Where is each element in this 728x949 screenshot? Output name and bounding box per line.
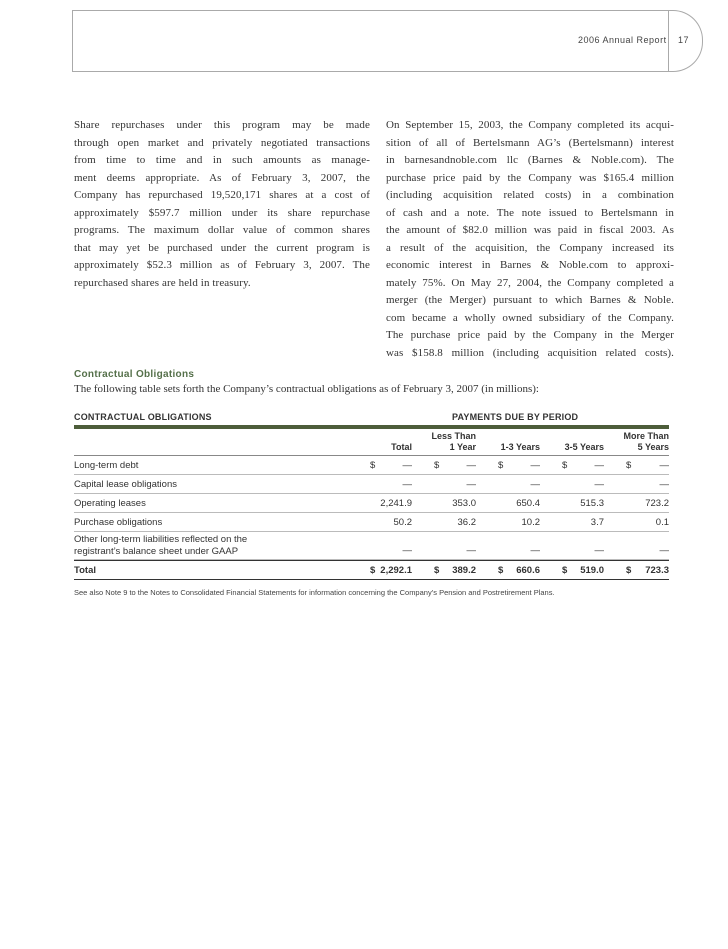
cell-3-5-years: 3.7 [590,517,604,528]
cell-more-than-5-years: 0.1 [655,517,669,528]
right-column-text [386,117,674,362]
text-line: merger (the Merger) pursuant to which Barnes & Noble. [386,294,674,306]
text-line: a result of the acquisition, the Company increased its [386,241,674,254]
cell-1-3-years: — [530,460,540,471]
text-line: The purchase price paid by the Company in the Merger [386,329,674,341]
text-line: of cash and a note. The note issued to Bertelsmann in [386,206,674,219]
text-line: that may yet be purchased under the current program is [74,241,370,254]
row-label-line: registrant’s balance sheet under GAAP [74,546,239,557]
row-label-line: Other long-term liabilities reflected on the [74,534,248,545]
dollar-sign: $ [434,460,440,471]
table-row [74,532,669,560]
cell-total: — [402,460,412,471]
table-row [74,475,669,494]
dollar-sign: $ [626,460,632,471]
dollar-sign: $ [498,565,504,576]
row-label: Purchase obligations [74,517,163,528]
cell-less-than-1-year: — [466,479,476,490]
cell-3-5-years: 515.3 [580,498,604,509]
dollar-sign: $ [370,565,376,576]
cell-more-than-5-years: — [659,545,669,556]
footnote: See also Note 9 to the Notes to Consolidated Financial Statements for information concerning the Company’s Pension and Postretirement Plans. [74,588,555,597]
table-row [74,456,669,475]
cell-total: 50.2 [393,517,412,528]
text-line: programs. The maximum dollar value of common shares [74,224,370,236]
payments-due-heading: PAYMENTS DUE BY PERIOD [452,412,579,422]
cell-more-than-5-years: — [659,479,669,490]
text-line: mately 75%. On May 27, 2004, the Company completed a [386,276,674,289]
contractual-obligations-table [74,410,669,580]
header-divider [668,10,669,71]
cell-total: — [402,479,412,490]
dollar-sign: $ [626,565,632,576]
dollar-sign: $ [562,565,568,576]
col-header-3-5-years: 3-5 Years [564,442,604,452]
cell-more-than-5-years: 723.2 [645,498,669,509]
col-header-1-3-years: 1-3 Years [500,442,540,452]
col-header-1-year: 1 Year [449,442,476,452]
cell-total: — [402,545,412,556]
table-row [74,513,669,532]
table-total-row [74,560,669,580]
text-line: repurchased shares are held in treasury. [74,276,251,289]
cell-less-than-1-year: — [466,460,476,471]
left-column-text [74,117,370,292]
page-number: 17 [678,35,690,45]
text-line: from time to time and in such amounts as manage- [74,154,370,166]
text-line: through open market and privately negotiated transactions [74,136,370,149]
section-title: Contractual Obligations [74,369,195,380]
cell-less-than-1-year: 389.2 [452,565,476,576]
col-header-5-years: 5 Years [637,442,669,452]
text-line: approximately $52.3 million as of February 3, 2007. The [74,259,370,271]
dollar-sign: $ [370,460,376,471]
text-line: Company has repurchased 19,520,171 shares at a cost of [74,189,370,201]
row-label: Total [74,565,96,576]
table-row [74,494,669,513]
cell-total: 2,292.1 [380,565,412,576]
text-line: com became a wholly owned subsidiary of the Company. [386,311,674,324]
cell-1-3-years: 660.6 [516,565,540,576]
table-title: CONTRACTUAL OBLIGATIONS [74,412,212,422]
cell-more-than-5-years: 723.3 [645,565,669,576]
cell-less-than-1-year: 36.2 [457,517,476,528]
text-line: ment deems appropriate. As of February 3, 2007, the [74,171,370,184]
cell-more-than-5-years: — [659,460,669,471]
text-line: economic interest in Barnes & Noble.com to approxi- [386,259,674,271]
cell-3-5-years: 519.0 [580,565,604,576]
cell-1-3-years: 650.4 [516,498,540,509]
dollar-sign: $ [562,460,568,471]
row-label: Operating leases [74,498,146,509]
text-line: purchase price paid by the Company was $165.4 million [386,171,674,184]
text-line: in barnesandnoble.com llc (Barnes & Noble.com). The [386,154,674,166]
text-line: Share repurchases under this program may be made [74,119,370,131]
col-header-total: Total [391,442,412,452]
cell-3-5-years: — [594,479,604,490]
section-intro: The following table sets forth the Company’s contractual obligations as of February 3, 2007 (in millions): [74,383,539,395]
col-header-less-than: Less Than [431,431,476,441]
cell-1-3-years: — [530,479,540,490]
column-header-row [74,429,669,456]
cell-less-than-1-year: — [466,545,476,556]
cell-3-5-years: — [594,460,604,471]
text-line: was $158.8 million (including acquisition related costs). [386,346,674,359]
cell-1-3-years: 10.2 [521,517,540,528]
dollar-sign: $ [434,565,440,576]
report-title: 2006 Annual Report [578,35,667,45]
text-line: (including acquisition related costs) in a combination [386,189,674,201]
text-line: approximately $597.7 million under its share repurchase [74,206,370,219]
dollar-sign: $ [498,460,504,471]
cell-total: 2,241.9 [380,498,412,509]
cell-1-3-years: — [530,545,540,556]
text-line: the amount of $82.0 million was paid in fiscal 2003. As [386,224,674,236]
cell-less-than-1-year: 353.0 [452,498,476,509]
text-line: sition of all of Bertelsmann AG’s (Bertelsmann) interest [386,136,674,149]
table-title-row [74,410,669,424]
row-label: Long-term debt [74,460,139,471]
cell-3-5-years: — [594,545,604,556]
row-label: Capital lease obligations [74,479,177,490]
text-line: On September 15, 2003, the Company completed its acqui- [386,119,674,131]
col-header-more-than: More Than [623,431,669,441]
row-label [74,534,247,558]
